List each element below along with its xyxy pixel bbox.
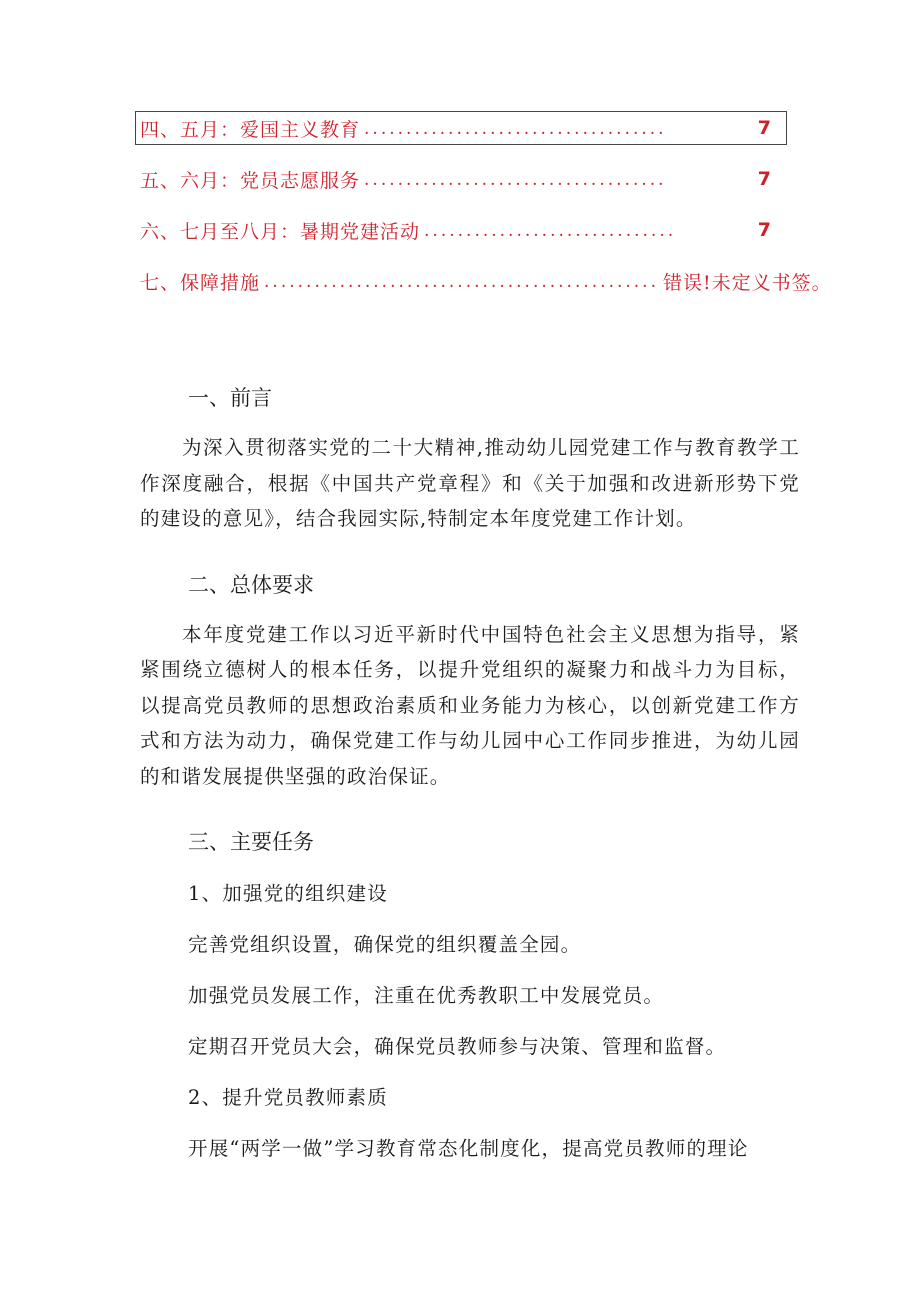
task-item: 定期召开党员大会，确保党员教师参与决策、管理和监督。 <box>188 1035 727 1058</box>
toc-entry-summer[interactable] <box>136 214 786 246</box>
requirements-paragraph: 本年度党建工作以习近平新时代中国特色社会主义思想为指导，紧紧围绕立德树人的根本任务，以提升党组织的凝聚力和战斗力为目标，以提高党员教师的思想政治素质和业务能力为核心，以创新党建工作方式和方法为动力，确保党建工作与幼儿园中心工作同步推进，为幼儿园的和谐发展提供坚强的政治保证。 <box>140 622 800 788</box>
toc-entry-title: 五、六月：党员志愿服务 <box>140 169 361 192</box>
toc-page-number: 7 <box>757 117 772 139</box>
section-heading-tasks: 三、主要任务 <box>188 830 314 854</box>
document-body <box>140 372 800 1174</box>
toc-entry-may[interactable] <box>136 112 786 144</box>
section-heading-requirements: 二、总体要求 <box>188 572 314 597</box>
toc-leader-dots: ............................................... <box>264 272 659 292</box>
toc-entry-title: 七、保障措施 <box>140 271 261 294</box>
toc-page-number: 7 <box>757 168 772 190</box>
task-item: 完善党组织设置，确保党的组织覆盖全园。 <box>188 933 582 956</box>
toc-entry-june[interactable] <box>136 163 786 195</box>
toc-page-error: 错误!未定义书签。 <box>663 271 832 294</box>
task-item: 加强党员发展工作，注重在优秀教职工中发展党员。 <box>188 984 665 1007</box>
task-subheading: 1、加强党的组织建设 <box>188 882 388 905</box>
toc-entry-title: 四、五月：爱国主义教育 <box>140 118 361 141</box>
toc-entry-title: 六、七月至八月：暑期党建活动 <box>140 220 421 243</box>
tasks-list <box>140 868 800 1174</box>
task-item: 开展“两学一做”学习教育常态化制度化，提高党员教师的理论 <box>188 1137 749 1160</box>
toc-leader-dots: .............................. <box>424 221 677 241</box>
toc-entry-safeguards[interactable] <box>136 265 832 297</box>
toc-page-number: 7 <box>757 219 772 241</box>
task-subheading: 2、提升党员教师素质 <box>188 1086 388 1109</box>
preface-paragraph: 为深入贯彻落实党的二十大精神,推动幼儿园党建工作与教育教学工作深度融合，根据《中国共产党章程》和《关于加强和改进新形势下党的建设的意见》，结合我园实际,特制定本年度党建工作计划。 <box>140 436 800 530</box>
toc-leader-dots: .................................... <box>364 170 667 190</box>
section-heading-preface: 一、前言 <box>188 386 272 410</box>
toc-leader-dots: .................................... <box>364 119 667 139</box>
table-of-contents <box>136 112 832 316</box>
